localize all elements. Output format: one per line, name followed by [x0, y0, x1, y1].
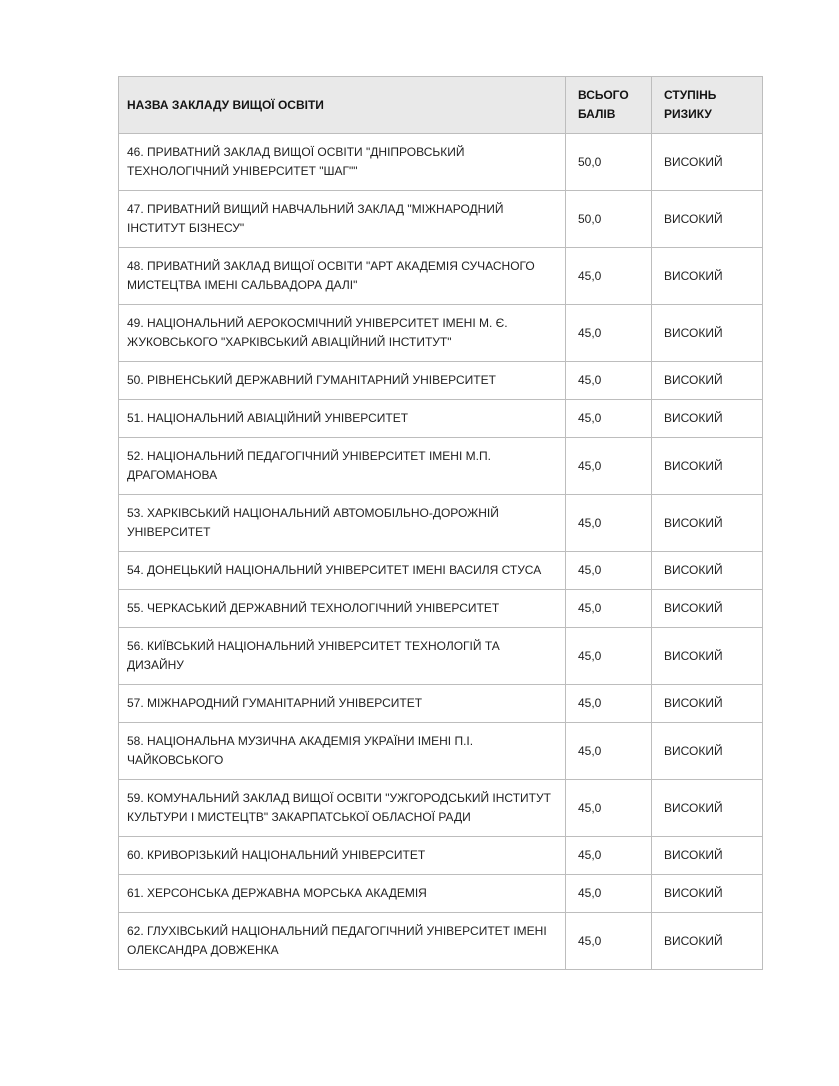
column-header-institution-name: НАЗВА ЗАКЛАДУ ВИЩОЇ ОСВІТИ [119, 77, 566, 134]
cell-total-score: 45,0 [566, 495, 652, 552]
cell-risk-level: ВИСОКИЙ [652, 305, 763, 362]
cell-total-score: 50,0 [566, 191, 652, 248]
table-row [119, 134, 763, 191]
table-row [119, 913, 763, 970]
cell-risk-level: ВИСОКИЙ [652, 191, 763, 248]
institutions-risk-table [118, 76, 763, 970]
cell-total-score: 45,0 [566, 780, 652, 837]
cell-institution-name: 59. КОМУНАЛЬНИЙ ЗАКЛАД ВИЩОЇ ОСВІТИ "УЖГОРОДСЬКИЙ ІНСТИТУТ КУЛЬТУРИ І МИСТЕЦТВ" ЗАКАРПАТСЬКОЇ ОБЛАСНОЇ РАДИ [119, 780, 566, 837]
cell-total-score: 45,0 [566, 305, 652, 362]
cell-risk-level: ВИСОКИЙ [652, 913, 763, 970]
cell-total-score: 50,0 [566, 134, 652, 191]
cell-total-score: 45,0 [566, 590, 652, 628]
table-row [119, 400, 763, 438]
cell-institution-name: 58. НАЦІОНАЛЬНА МУЗИЧНА АКАДЕМІЯ УКРАЇНИ ІМЕНІ П.І. ЧАЙКОВСЬКОГО [119, 723, 566, 780]
table-header-row [119, 77, 763, 134]
cell-institution-name: 52. НАЦІОНАЛЬНИЙ ПЕДАГОГІЧНИЙ УНІВЕРСИТЕТ ІМЕНІ М.П. ДРАГОМАНОВА [119, 438, 566, 495]
cell-risk-level: ВИСОКИЙ [652, 837, 763, 875]
cell-institution-name: 47. ПРИВАТНИЙ ВИЩИЙ НАВЧАЛЬНИЙ ЗАКЛАД "МІЖНАРОДНИЙ ІНСТИТУТ БІЗНЕСУ" [119, 191, 566, 248]
table-row [119, 628, 763, 685]
cell-total-score: 45,0 [566, 552, 652, 590]
cell-total-score: 45,0 [566, 837, 652, 875]
table-row [119, 495, 763, 552]
cell-total-score: 45,0 [566, 875, 652, 913]
cell-institution-name: 48. ПРИВАТНИЙ ЗАКЛАД ВИЩОЇ ОСВІТИ "АРТ АКАДЕМІЯ СУЧАСНОГО МИСТЕЦТВА ІМЕНІ САЛЬВАДОРА ДАЛІ" [119, 248, 566, 305]
table-row [119, 780, 763, 837]
table-body [119, 134, 763, 970]
table-row [119, 362, 763, 400]
cell-institution-name: 62. ГЛУХІВСЬКИЙ НАЦІОНАЛЬНИЙ ПЕДАГОГІЧНИЙ УНІВЕРСИТЕТ ІМЕНІ ОЛЕКСАНДРА ДОВЖЕНКА [119, 913, 566, 970]
cell-institution-name: 53. ХАРКІВСЬКИЙ НАЦІОНАЛЬНИЙ АВТОМОБІЛЬНО-ДОРОЖНІЙ УНІВЕРСИТЕТ [119, 495, 566, 552]
cell-institution-name: 50. РІВНЕНСЬКИЙ ДЕРЖАВНИЙ ГУМАНІТАРНИЙ УНІВЕРСИТЕТ [119, 362, 566, 400]
cell-total-score: 45,0 [566, 400, 652, 438]
cell-risk-level: ВИСОКИЙ [652, 552, 763, 590]
cell-institution-name: 46. ПРИВАТНИЙ ЗАКЛАД ВИЩОЇ ОСВІТИ "ДНІПРОВСЬКИЙ ТЕХНОЛОГІЧНИЙ УНІВЕРСИТЕТ "ШАГ"" [119, 134, 566, 191]
cell-total-score: 45,0 [566, 438, 652, 495]
cell-institution-name: 57. МІЖНАРОДНИЙ ГУМАНІТАРНИЙ УНІВЕРСИТЕТ [119, 685, 566, 723]
cell-risk-level: ВИСОКИЙ [652, 780, 763, 837]
cell-institution-name: 56. КИЇВСЬКИЙ НАЦІОНАЛЬНИЙ УНІВЕРСИТЕТ ТЕХНОЛОГІЙ ТА ДИЗАЙНУ [119, 628, 566, 685]
cell-risk-level: ВИСОКИЙ [652, 400, 763, 438]
cell-total-score: 45,0 [566, 685, 652, 723]
cell-risk-level: ВИСОКИЙ [652, 362, 763, 400]
cell-total-score: 45,0 [566, 723, 652, 780]
cell-risk-level: ВИСОКИЙ [652, 248, 763, 305]
cell-risk-level: ВИСОКИЙ [652, 134, 763, 191]
cell-institution-name: 49. НАЦІОНАЛЬНИЙ АЕРОКОСМІЧНИЙ УНІВЕРСИТЕТ ІМЕНІ М. Є. ЖУКОВСЬКОГО "ХАРКІВСЬКИЙ АВІАЦІЙНИЙ ІНСТИТУТ" [119, 305, 566, 362]
cell-institution-name: 54. ДОНЕЦЬКИЙ НАЦІОНАЛЬНИЙ УНІВЕРСИТЕТ ІМЕНІ ВАСИЛЯ СТУСА [119, 552, 566, 590]
cell-risk-level: ВИСОКИЙ [652, 495, 763, 552]
cell-risk-level: ВИСОКИЙ [652, 723, 763, 780]
column-header-total-score: ВСЬОГО БАЛІВ [566, 77, 652, 134]
table-row [119, 723, 763, 780]
table-row [119, 875, 763, 913]
table-row [119, 552, 763, 590]
cell-total-score: 45,0 [566, 248, 652, 305]
cell-total-score: 45,0 [566, 362, 652, 400]
cell-risk-level: ВИСОКИЙ [652, 628, 763, 685]
cell-risk-level: ВИСОКИЙ [652, 590, 763, 628]
table-row [119, 438, 763, 495]
cell-institution-name: 55. ЧЕРКАСЬКИЙ ДЕРЖАВНИЙ ТЕХНОЛОГІЧНИЙ УНІВЕРСИТЕТ [119, 590, 566, 628]
cell-total-score: 45,0 [566, 628, 652, 685]
cell-institution-name: 51. НАЦІОНАЛЬНИЙ АВІАЦІЙНИЙ УНІВЕРСИТЕТ [119, 400, 566, 438]
cell-risk-level: ВИСОКИЙ [652, 685, 763, 723]
table-row [119, 685, 763, 723]
column-header-risk-level: СТУПІНЬ РИЗИКУ [652, 77, 763, 134]
cell-institution-name: 60. КРИВОРІЗЬКИЙ НАЦІОНАЛЬНИЙ УНІВЕРСИТЕТ [119, 837, 566, 875]
table-row [119, 837, 763, 875]
table-row [119, 248, 763, 305]
table-row [119, 191, 763, 248]
cell-institution-name: 61. ХЕРСОНСЬКА ДЕРЖАВНА МОРСЬКА АКАДЕМІЯ [119, 875, 566, 913]
table-row [119, 590, 763, 628]
cell-risk-level: ВИСОКИЙ [652, 875, 763, 913]
table-row [119, 305, 763, 362]
cell-total-score: 45,0 [566, 913, 652, 970]
cell-risk-level: ВИСОКИЙ [652, 438, 763, 495]
